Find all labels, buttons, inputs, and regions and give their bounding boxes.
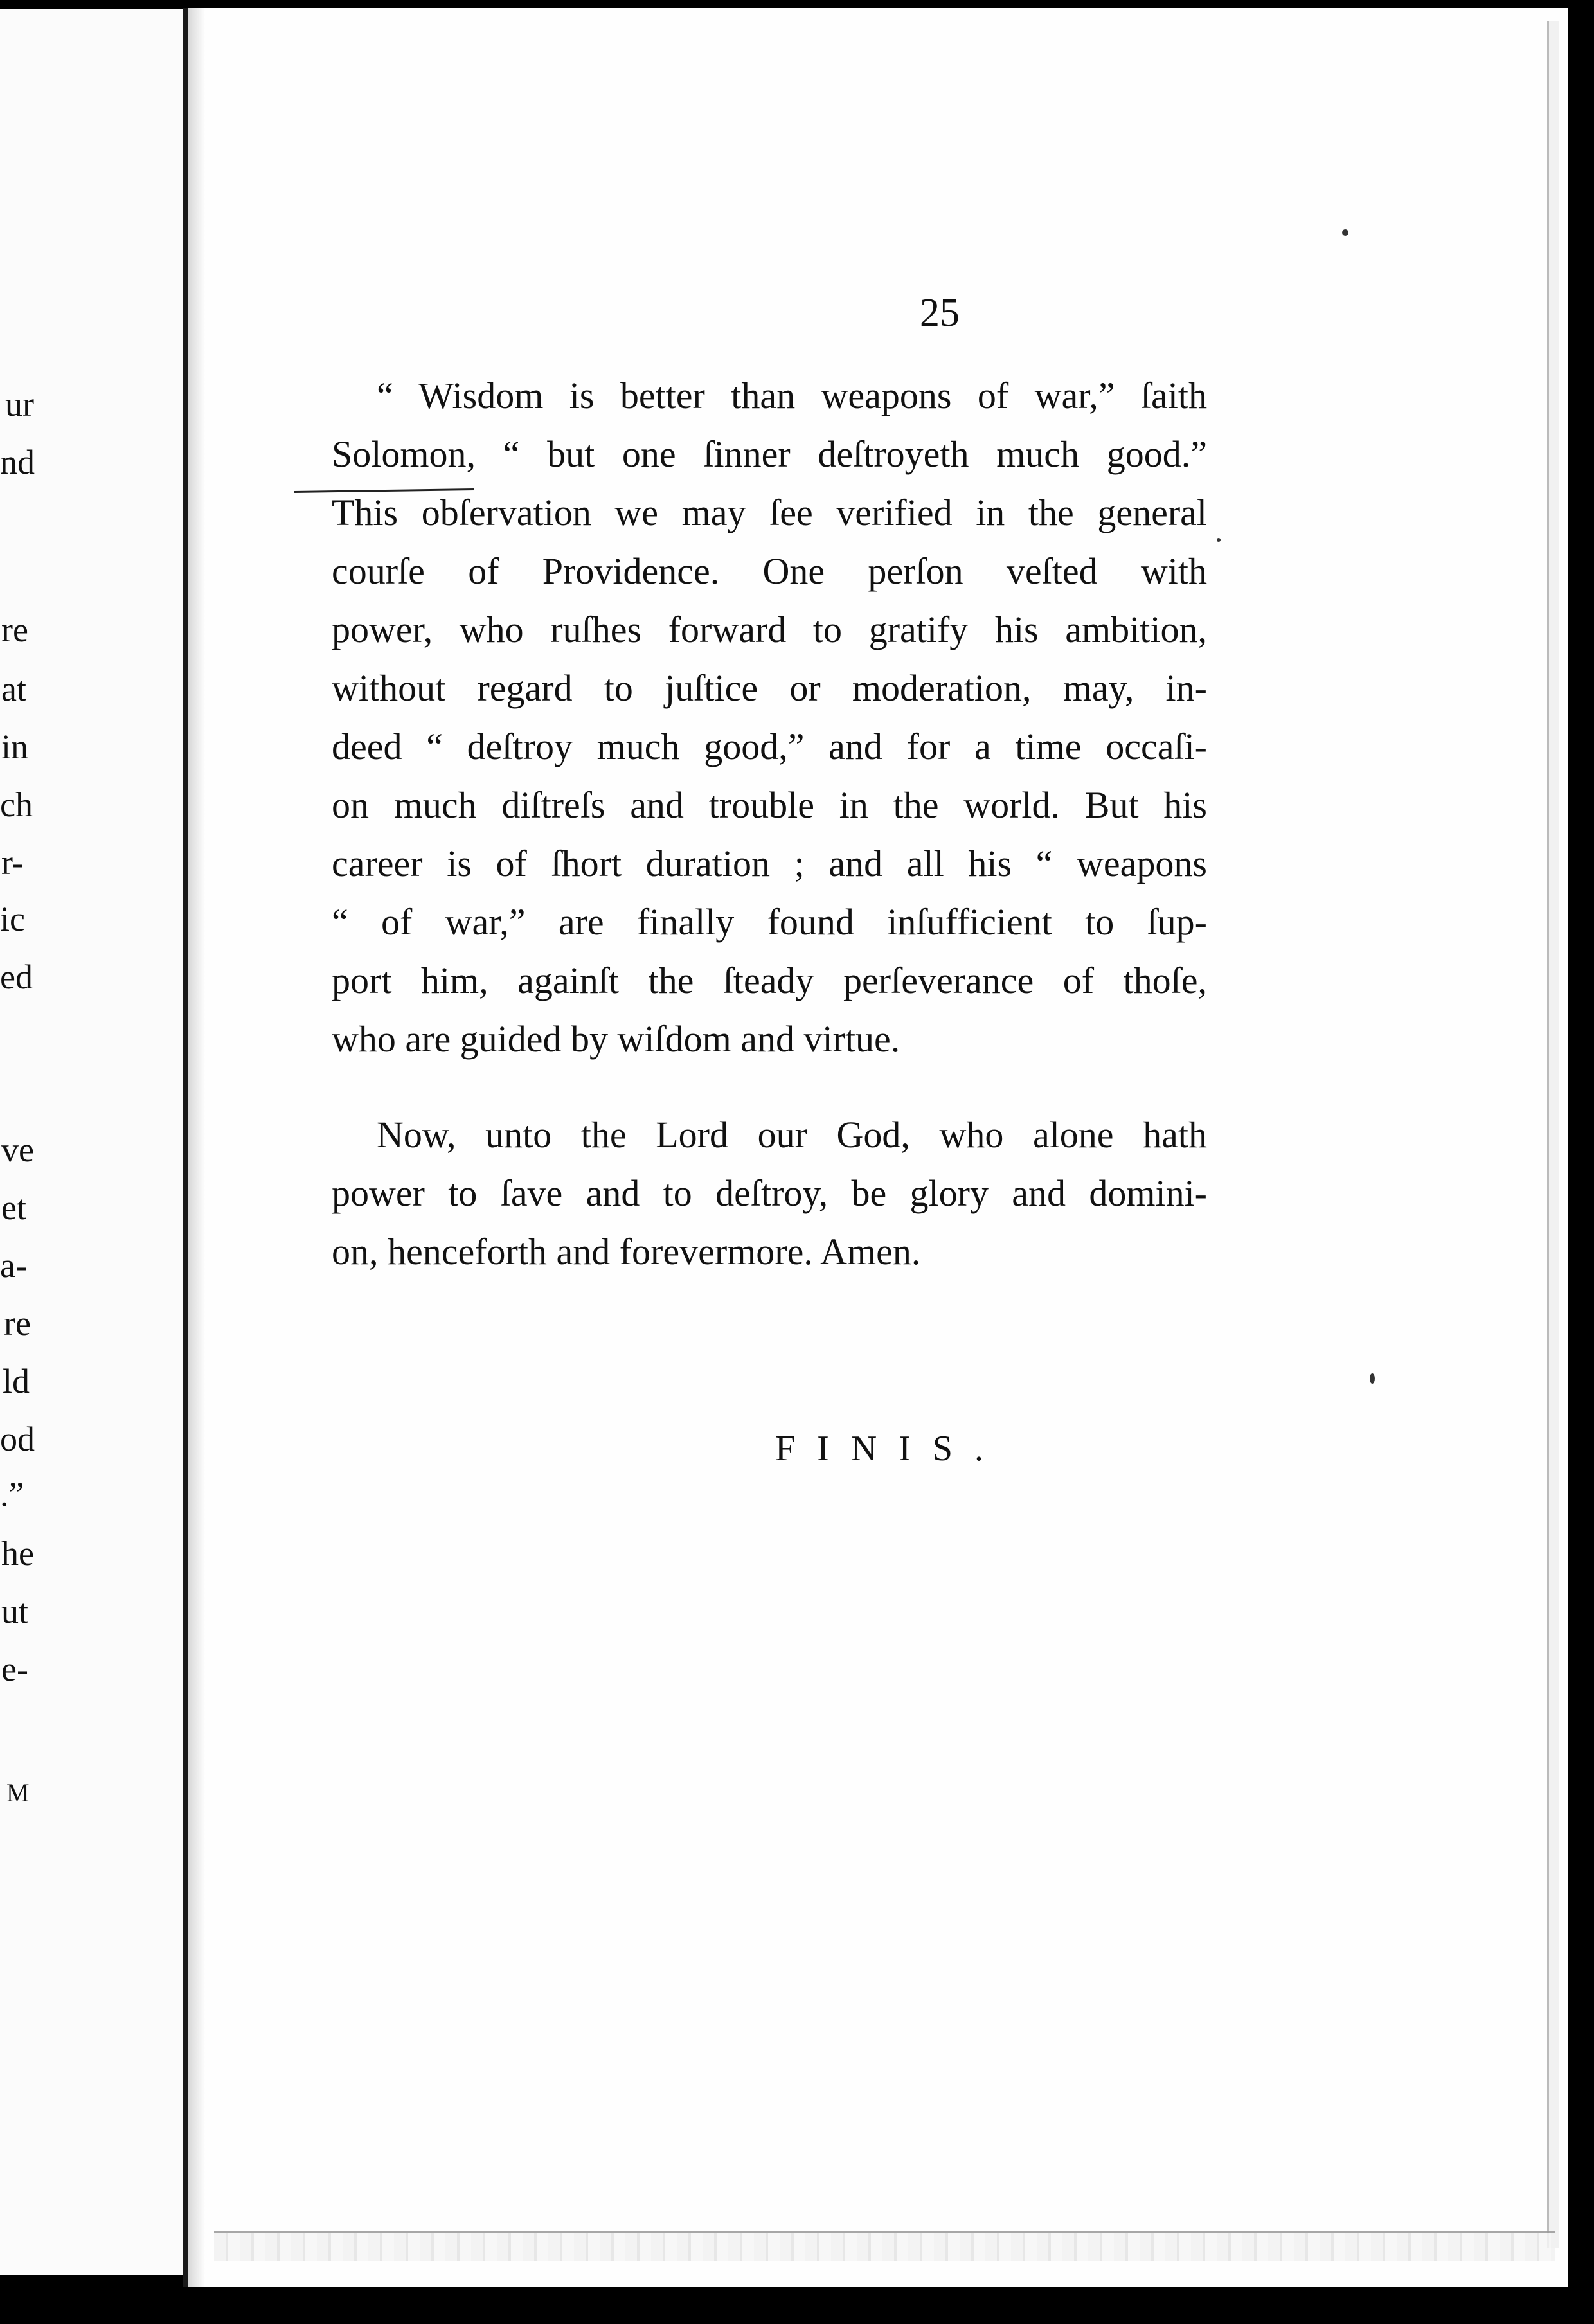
text-line: power to ſave and to deſtroy, be glory and domini- [332,1172,1207,1214]
ink-speck [1370,1373,1375,1384]
paragraph-wisdom [332,366,1207,1068]
left-fragment: ic [0,900,25,938]
left-fragment: ed [0,958,33,996]
page-bottom-edge [214,2231,1555,2261]
text-line: deed “ deſtroy much good,” and for a time occaſi- [332,726,1207,767]
text-line: “ of war,” are finally found inſufficient to ſup- [332,901,1207,943]
left-fragment: ld [3,1362,30,1400]
left-fragment: od [0,1420,35,1458]
gutter-shadow [188,8,205,2287]
text-line: on, henceforth and forevermore. Amen. [332,1231,921,1273]
text-line: courſe of Providence. One perſon veſted with [332,550,1207,592]
left-fragment: et [1,1188,26,1227]
left-fragment: in [1,728,29,766]
left-fragment: ch [0,785,33,824]
text-line: “ Wisdom is better than weapons of war,” ſaith [377,375,1207,416]
text-line: port him, againſt the ſteady perſeverance of thoſe, [332,960,1207,1001]
ink-speck [1342,229,1348,236]
left-fragment: M [6,1778,31,1807]
left-fragment: ve [1,1131,34,1169]
text-line: This obſervation we may ſee verified in the general [332,492,1207,533]
left-fragment: a- [0,1246,27,1285]
left-fragment: at [1,670,26,708]
right-page [183,8,1568,2287]
text-line: power, who ruſhes forward to gratify his ambition, [332,609,1207,650]
page-number: 25 [920,291,960,335]
text-line: who are guided by wiſdom and virtue. [332,1018,900,1060]
text-line: career is of ſhort duration ; and all his “ weapons [332,843,1207,884]
left-fragment: r- [1,843,24,882]
left-fragment: nd [0,443,35,481]
left-fragment: he [1,1534,34,1573]
left-page [0,9,185,2275]
text-line: Solomon, “ but one ſinner deſtroyeth much good.” [332,433,1207,475]
page-edge [1547,21,1559,2248]
ink-speck [1217,538,1221,542]
finis-heading: FINIS. [775,1429,1006,1469]
left-fragment: re [4,1304,31,1343]
text-line: without regard to juſtice or moderation, may, in- [332,667,1207,709]
left-fragment: .” [0,1475,24,1514]
text-line: Now, unto the Lord our God, who alone hath [377,1114,1207,1156]
left-page-text-column [0,9,185,2275]
left-fragment: re [1,611,28,649]
text-line: on much diſtreſs and trouble in the world. But his [332,784,1207,826]
left-fragment: ur [5,385,34,424]
paragraph-doxology [332,1105,1207,1281]
left-fragment: ut [1,1592,29,1631]
left-fragment: e- [1,1650,28,1688]
